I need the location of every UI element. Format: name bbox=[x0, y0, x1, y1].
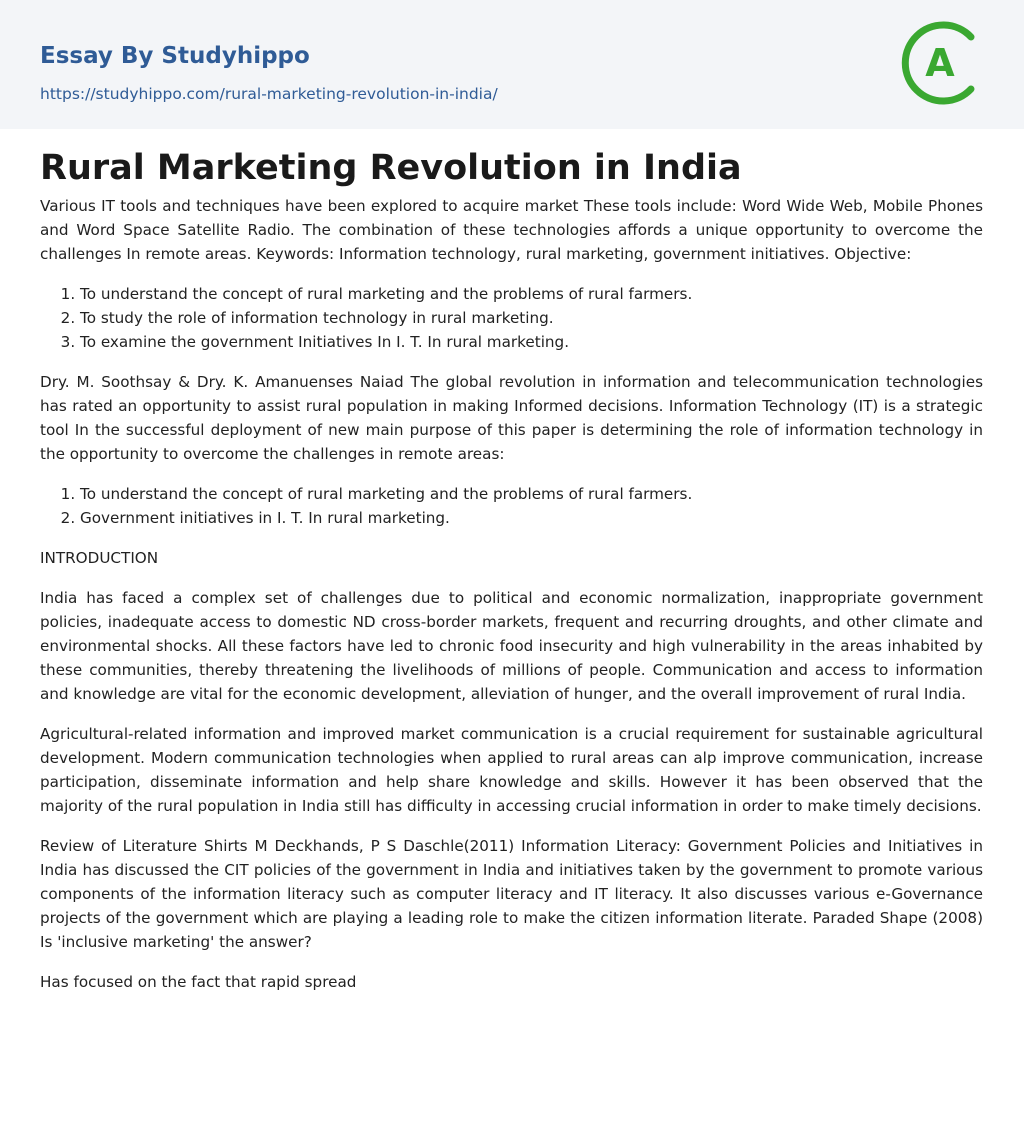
list-item: 3. To examine the government Initiatives In I. T. In rural marketing. bbox=[80, 330, 983, 354]
intro-paragraph: Various IT tools and techniques have been explored to acquire market These tools include: Word Wide Web, Mobile Phones and Word Space Satellite Radio. The combination of these technologies affords a unique opportunity to overcome the challenges In remote areas. Keywords: Information technology, rural marketing, government initiatives. Objective: bbox=[40, 197, 983, 263]
list-item: 1. To understand the concept of rural marketing and the problems of rural farmers. bbox=[80, 482, 983, 506]
list-item: 2. Government initiatives in I. T. In rural marketing. bbox=[80, 506, 983, 530]
objectives-list bbox=[40, 282, 983, 354]
section-heading: INTRODUCTION bbox=[40, 549, 159, 567]
aims-list bbox=[40, 482, 983, 530]
page-title: Rural Marketing Revolution in India bbox=[40, 148, 742, 188]
list-item: 2. To study the role of information technology in rural marketing. bbox=[80, 306, 983, 330]
site-header bbox=[0, 0, 1024, 129]
svg-text:A: A bbox=[925, 41, 955, 85]
agriculture-paragraph: Agricultural-related information and improved market communication is a crucial requirement for sustainable agricultural development. Modern communication technologies when applied to rural areas can alp improve communication, increase participation, disseminate information and help share knowledge and skills. However it has been observed that the majority of the rural population in India still has difficulty in accessing crucial information in order to make timely decisions. bbox=[40, 725, 983, 815]
introduction-paragraph: India has faced a complex set of challenges due to political and economic normalization, inappropriate government policies, inadequate access to domestic ND cross-border markets, frequent and recurring droughts, and other climate and environmental shocks. All these factors have led to chronic food insecurity and high vulnerability in the areas inhabited by these communities, thereby threatening the livelihoods of millions of people. Communication and access to information and knowledge are vital for the economic development, alleviation of hunger, and the overall improvement of rural India. bbox=[40, 589, 983, 703]
studyhippo-logo-icon[interactable] bbox=[898, 20, 984, 106]
site-brand[interactable]: Essay By Studyhippo bbox=[40, 43, 310, 69]
list-item: 1. To understand the concept of rural marketing and the problems of rural farmers. bbox=[80, 282, 983, 306]
closing-paragraph: Has focused on the fact that rapid spread bbox=[40, 973, 357, 991]
literature-review-paragraph: Review of Literature Shirts M Deckhands, P S Daschle(2011) Information Literacy: Government Policies and Initiatives in India has discussed the CIT policies of the government in India and initiatives taken by the government to promote various components of the information literacy such as computer literacy and IT literacy. It also discusses various e-Governance projects of the government which are playing a leading role to make the citizen information literate. Paraded Shape (2008) Is 'inclusive marketing' the answer? bbox=[40, 837, 983, 951]
article-url-link[interactable]: https://studyhippo.com/rural-marketing-revolution-in-india/ bbox=[40, 85, 498, 103]
article-body bbox=[40, 142, 983, 1010]
authors-paragraph: Dry. M. Soothsay & Dry. K. Amanuenses Naiad The global revolution in information and telecommunication technologies has rated an opportunity to assist rural population in making Informed decisions. Information Technology (IT) is a strategic tool In the successful deployment of new main purpose of this paper is determining the role of information technology in the opportunity to overcome the challenges in remote areas: bbox=[40, 373, 983, 463]
